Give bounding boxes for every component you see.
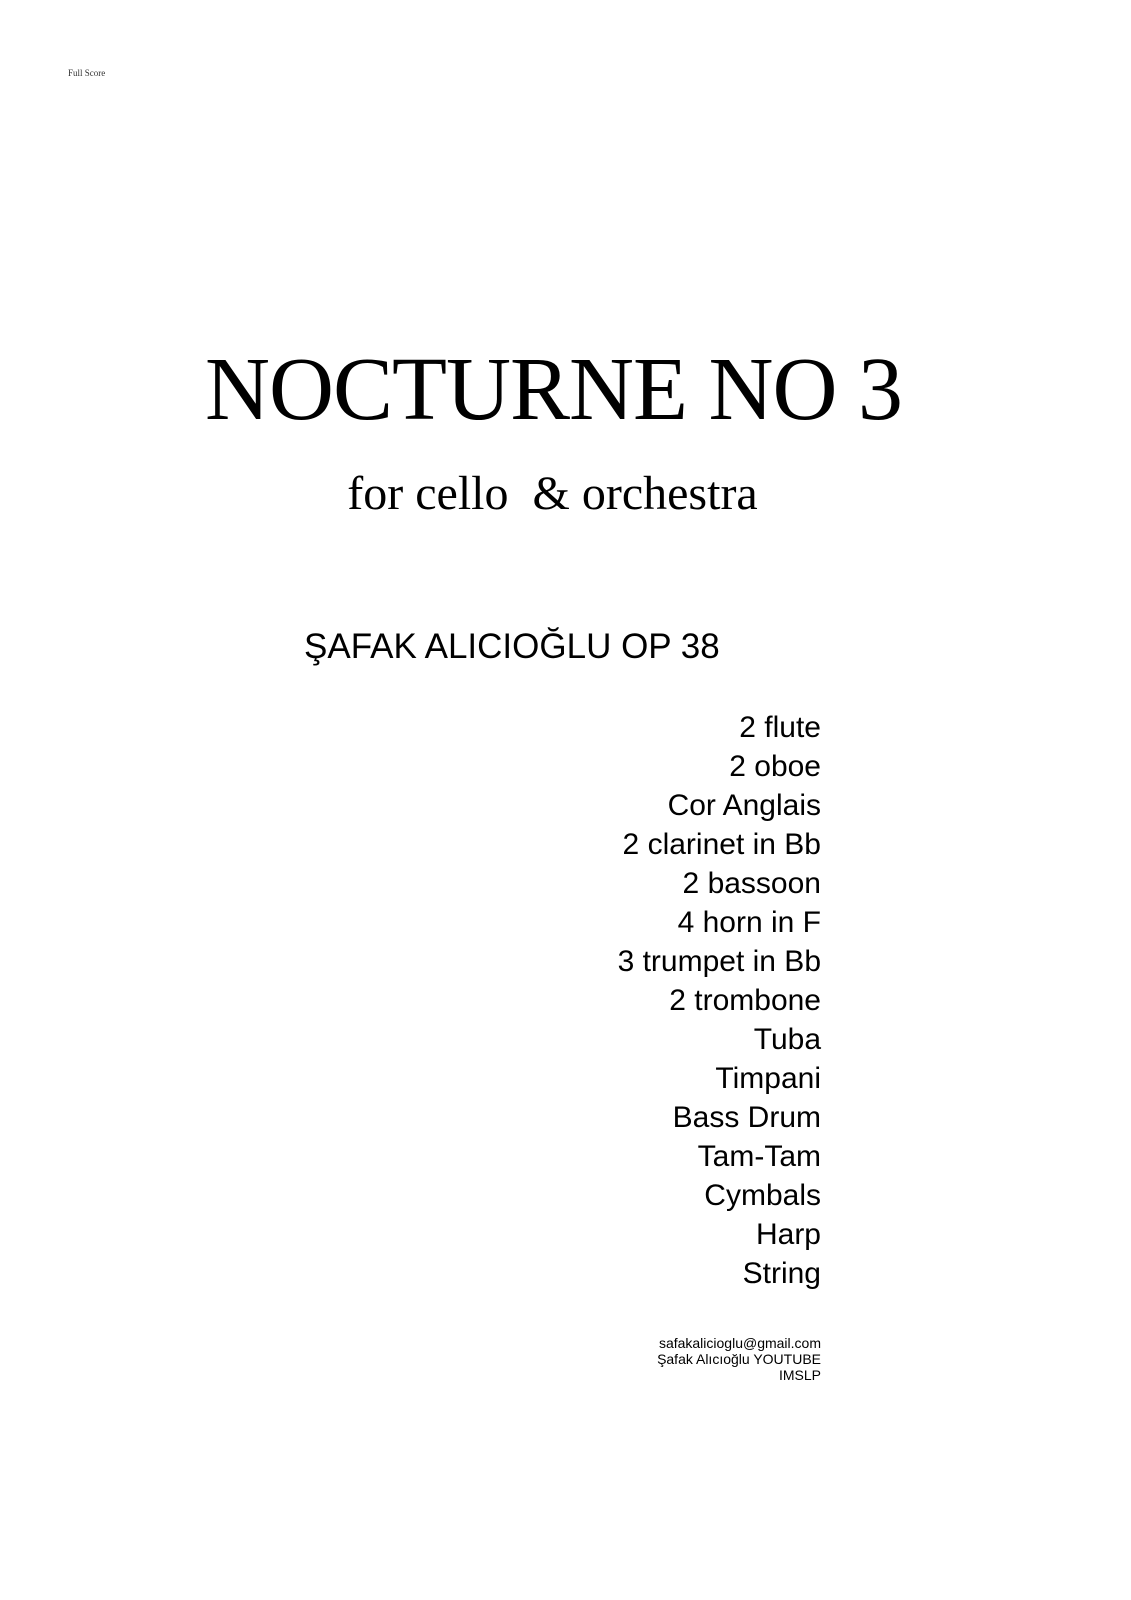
instrument-item: Timpani [715, 1062, 821, 1095]
contact-email: safakalicioglu@gmail.com [658, 1335, 821, 1351]
subtitle [0, 466, 1131, 522]
instrument-item: 2 oboe [729, 750, 821, 783]
instrument-item: Cor Anglais [667, 789, 821, 822]
instrument-item: Tam-Tam [697, 1140, 821, 1173]
instrument-item: Bass Drum [672, 1101, 821, 1134]
instrument-item: Harp [755, 1218, 821, 1251]
contact-block [657, 1335, 821, 1383]
instrument-item: 4 horn in F [677, 906, 821, 939]
instrumentation-list [618, 708, 821, 1293]
instrument-item: Cymbals [704, 1179, 821, 1212]
page-title [0, 340, 1131, 440]
composer-opus: ŞAFAK ALICIOĞLU OP 38 [304, 627, 720, 666]
instrument-item: String [742, 1257, 821, 1290]
instrument-item: 2 trombone [669, 984, 821, 1017]
title-text: NOCTURNE NO 3 [205, 340, 902, 439]
instrument-item: 2 clarinet in Bb [622, 828, 821, 861]
subtitle-text: for cello & orchestra [347, 467, 758, 520]
contact-youtube: Şafak Alıcıoğlu YOUTUBE [657, 1351, 821, 1367]
instrument-item: 2 bassoon [682, 867, 821, 900]
contact-imslp: IMSLP [778, 1367, 821, 1383]
instrument-item: Tuba [753, 1023, 821, 1056]
score-type-label: Full Score [68, 68, 106, 78]
instrument-item: 3 trumpet in Bb [617, 945, 821, 978]
instrument-item: 2 flute [739, 711, 821, 744]
